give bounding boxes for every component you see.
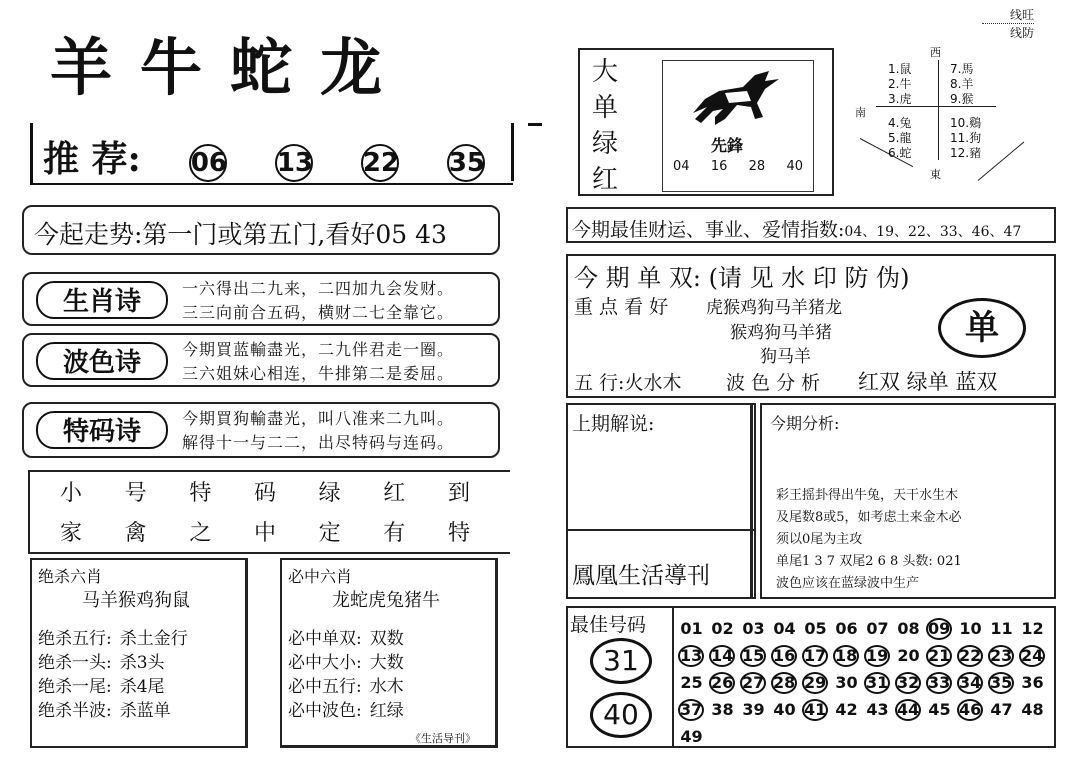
zodiac-right: 9.猴 (950, 92, 974, 106)
zodiac-left: 3.虎 (888, 92, 912, 106)
big-chars (592, 54, 618, 198)
kill-row-value: 杀4尾 (119, 677, 165, 697)
zodiac-right: 12.豬 (950, 146, 982, 160)
hidden-poem-char: 禽 (124, 521, 147, 546)
last-box (566, 403, 756, 599)
grid-number-circled: 14 (711, 646, 734, 665)
grid-number: 40 (773, 700, 796, 719)
hidden-poem-char: 小 (60, 481, 83, 506)
grid-number: 10 (959, 619, 982, 638)
sd-line2: 猴鸡狗马羊猪 (730, 323, 832, 343)
big-char: 绿 (592, 129, 619, 159)
grid-number: 01 (680, 619, 703, 638)
grid-number-circled: 32 (897, 673, 920, 692)
poem-box (22, 272, 500, 326)
zodiac-left: 5.龍 (888, 131, 912, 145)
trend-text: 今起走势:第一门或第五门,看好05 43 (34, 220, 447, 249)
hidden-poem-char: 有 (383, 521, 406, 546)
grid-number: 42 (835, 700, 858, 719)
big-char: 单 (592, 93, 619, 123)
grid-number-circled: 19 (866, 646, 889, 665)
zodiac-right: 7.馬 (950, 62, 974, 76)
corner-note (1010, 6, 1034, 41)
grid-number: 07 (866, 619, 889, 638)
kill-row (38, 672, 165, 697)
grid-number: 06 (835, 619, 858, 638)
grid-number-circled: 28 (773, 673, 796, 692)
hidden-poem-char: 家 (60, 521, 83, 546)
grid-number-circled: 27 (742, 673, 765, 692)
single-double-box (566, 254, 1056, 398)
grid-number: 36 (1021, 673, 1044, 692)
sd-head: 今 期 单 双: (请 见 水 印 防 伪) (574, 264, 910, 292)
hidden-poem-box (28, 470, 510, 554)
grid-number: 45 (928, 700, 951, 719)
hidden-poem-char: 特 (447, 521, 470, 546)
grid-number-circled: 09 (928, 619, 951, 638)
dir-west: 西 (930, 46, 941, 59)
must-row (288, 672, 404, 697)
grid-number: 38 (711, 700, 734, 719)
grid-number-circled: 26 (711, 673, 734, 692)
big-num: 28 (748, 159, 766, 174)
hidden-poem-char: 码 (253, 481, 276, 506)
hidden-poem-row1 (60, 476, 470, 507)
best-divider (672, 608, 674, 746)
horse-label: 先鋒 (711, 136, 744, 155)
grid-number: 12 (1021, 619, 1044, 638)
horse-frame (662, 60, 814, 192)
hidden-poem-char: 绿 (318, 481, 341, 506)
analysis-line: 单尾1 3 7 双尾2 6 8 头数: 021 (776, 554, 962, 569)
grid-number: 04 (773, 619, 796, 638)
poem-label: 特码诗 (36, 411, 168, 449)
must-row-value: 水木 (369, 677, 404, 697)
dir-east: 東 (930, 168, 941, 181)
poem-line1: 今期買狗輸盡光，叫八准来二九叫。 (182, 409, 455, 428)
hidden-poem-char: 定 (318, 521, 341, 546)
hidden-poem-char: 红 (383, 481, 406, 506)
grid-number: 30 (835, 673, 858, 692)
must-row-value: 双数 (369, 629, 404, 649)
big-box (578, 48, 834, 196)
recommend-num: 13 (275, 144, 313, 182)
grid-number: 20 (897, 646, 920, 665)
poem-box (22, 333, 500, 387)
grid-number: 49 (680, 727, 703, 746)
zodiac-left: 4.兔 (888, 116, 912, 130)
best-num-1: 31 (590, 638, 652, 684)
sd-badge: 单 (938, 298, 1026, 358)
poem-line2: 三六姐妹心相连，牛排第二是委屈。 (182, 364, 455, 383)
recommend-num: 35 (447, 144, 485, 182)
must-row-value: 红绿 (369, 701, 404, 721)
hidden-poem-char: 特 (189, 481, 212, 506)
must-title: 必中六肖 (288, 567, 353, 586)
recommend-right-rule (511, 123, 514, 181)
kill-row (38, 648, 165, 673)
big-num: 40 (786, 159, 803, 174)
must-footer: 《生活导刊》 (410, 732, 476, 745)
big-char: 大 (592, 57, 619, 87)
best-label: 最佳号码 (570, 614, 647, 636)
kill-row-value: 杀3头 (119, 653, 165, 673)
grid-number: 08 (897, 619, 920, 638)
hidden-poem-corner (496, 470, 508, 472)
corner-line2: 线防 (982, 23, 1034, 41)
kill-row-value: 杀土金行 (119, 629, 188, 649)
must-row-label: 必中五行: (288, 677, 362, 697)
index-box (566, 207, 1056, 243)
grid-number-circled: 22 (959, 646, 982, 665)
grid-number-circled: 21 (928, 646, 951, 665)
grid-number: 03 (742, 619, 765, 638)
grid-number-circled: 46 (959, 700, 982, 719)
poem-line1: 一六得出二九来，二四加九会发财。 (182, 279, 455, 298)
kill-row-label: 绝杀一头: (38, 653, 112, 673)
index-values: 04、19、22、33、46、47 (844, 224, 1022, 240)
must-row (288, 624, 404, 649)
zodiac-right: 10.鷄 (950, 116, 982, 130)
zodiac-right: 11.狗 (950, 131, 982, 145)
zodiac-left: 1.鼠 (888, 62, 912, 76)
hidden-poem-char: 号 (124, 481, 147, 506)
recommend-label: 推 荐: (43, 138, 141, 180)
poem-line2: 解得十一与二二，出尽特码与连码。 (182, 433, 455, 452)
zodiac-left: 2.牛 (888, 77, 912, 91)
grid-number: 48 (1021, 700, 1044, 719)
last-brand: 鳳凰生活導刊 (572, 563, 710, 589)
poem-line2: 三三向前合五码，横财二七全靠它。 (182, 303, 455, 322)
poem-line1: 今期買蓝輸盡光，二九伴君走一圈。 (182, 340, 455, 359)
trend-box (22, 205, 500, 255)
grid-number-circled: 18 (835, 646, 858, 665)
poem-label: 波色诗 (36, 342, 168, 380)
grid-number-circled: 35 (990, 673, 1013, 692)
grid-number: 11 (990, 619, 1013, 638)
best-num-2: 40 (590, 692, 652, 738)
grid-number-circled: 17 (804, 646, 827, 665)
kill-title: 绝杀六肖 (38, 567, 103, 586)
grid-number: 43 (866, 700, 889, 719)
recommend-numbers (141, 138, 485, 180)
poem-box (22, 402, 500, 458)
must-animals: 龙蛇虎兔猪牛 (332, 590, 440, 611)
zodiac-right: 8.羊 (950, 77, 974, 91)
analysis-line: 波色应该在蓝绿波中生产 (776, 576, 920, 591)
recommend-corner (528, 123, 542, 126)
hidden-poem-row2 (60, 516, 470, 547)
grid-number-circled: 44 (897, 700, 920, 719)
index-label: 今期最佳财运、事业、爱情指数: (572, 219, 845, 241)
sd-wuxing: 五 行:火水木 (574, 372, 682, 394)
analysis-line: 彩王摇卦得出牛兔，天干水生木 (776, 488, 959, 503)
number-grid (678, 618, 1050, 748)
zodiac-left: 6.蛇 (888, 146, 912, 160)
recommend-num: 22 (361, 144, 399, 182)
grid-number-circled: 34 (959, 673, 982, 692)
analysis-line: 须以0尾为主攻 (776, 532, 863, 547)
poem-label: 生肖诗 (36, 281, 168, 319)
grid-number-circled: 16 (773, 646, 796, 665)
analysis-lines (776, 485, 962, 595)
hidden-poem-char: 中 (253, 521, 276, 546)
kill-row (38, 696, 171, 721)
grid-number-circled: 24 (1021, 646, 1044, 665)
last-right-rule (750, 403, 753, 599)
kill-row-label: 绝杀半波: (38, 701, 112, 721)
index-row (572, 215, 1021, 242)
compass-diag-right (978, 142, 1025, 181)
recommend-num: 06 (189, 144, 227, 182)
recommend-box (30, 123, 513, 185)
must-row-value: 大数 (369, 653, 404, 673)
last-divider (568, 529, 754, 531)
compass-v-line (938, 60, 939, 160)
dir-south: 南 (855, 106, 866, 119)
sd-line3: 狗马羊 (760, 347, 811, 367)
main-title: 羊牛蛇龙 (50, 31, 411, 104)
grid-number: 47 (990, 700, 1013, 719)
must-row-label: 必中波色: (288, 701, 362, 721)
grid-number-circled: 29 (804, 673, 827, 692)
last-label: 上期解说: (572, 413, 655, 435)
grid-number: 39 (742, 700, 765, 719)
corner-line1: 线旺 (1010, 8, 1035, 22)
grid-number-circled: 23 (990, 646, 1013, 665)
big-num: 04 (673, 159, 690, 174)
grid-number-circled: 33 (928, 673, 951, 692)
big-char: 红 (592, 165, 619, 195)
sd-wave-values: 红双 绿单 蓝双 (858, 370, 998, 394)
kill-row-label: 绝杀一尾: (38, 677, 112, 697)
sd-line1: 虎猴鸡狗马羊猪龙 (706, 298, 842, 318)
hidden-poem-char: 到 (447, 481, 470, 506)
grid-number-circled: 15 (742, 646, 765, 665)
kill-animals: 马羊猴鸡狗鼠 (82, 590, 190, 611)
kill-row-value: 杀蓝单 (119, 701, 171, 721)
big-nums (673, 159, 803, 174)
kill-box (30, 558, 248, 748)
big-num: 16 (710, 159, 728, 174)
grid-number-circled: 41 (804, 700, 827, 719)
grid-number: 25 (680, 673, 703, 692)
grid-number: 02 (711, 619, 734, 638)
horse-icon (685, 69, 785, 131)
must-row-label: 必中单双: (288, 629, 362, 649)
analysis-box (760, 403, 1056, 599)
must-row (288, 696, 404, 721)
grid-number-circled: 31 (866, 673, 889, 692)
hidden-poem-char: 之 (189, 521, 212, 546)
grid-number-circled: 13 (680, 646, 703, 665)
must-row-label: 必中大小: (288, 653, 362, 673)
sd-wave-label: 波 色 分 析 (726, 372, 821, 394)
analysis-line: 及尾数8或5，如考虑土来金木必 (776, 510, 962, 525)
kill-row (38, 624, 188, 649)
grid-number: 05 (804, 619, 827, 638)
analysis-label: 今期分析: (770, 414, 840, 433)
grid-number-circled: 37 (680, 700, 703, 719)
sd-focus: 重 点 看 好 (574, 296, 669, 318)
must-box (280, 558, 498, 748)
must-row (288, 648, 404, 673)
recommend-row (43, 131, 485, 182)
kill-row-label: 绝杀五行: (38, 629, 112, 649)
